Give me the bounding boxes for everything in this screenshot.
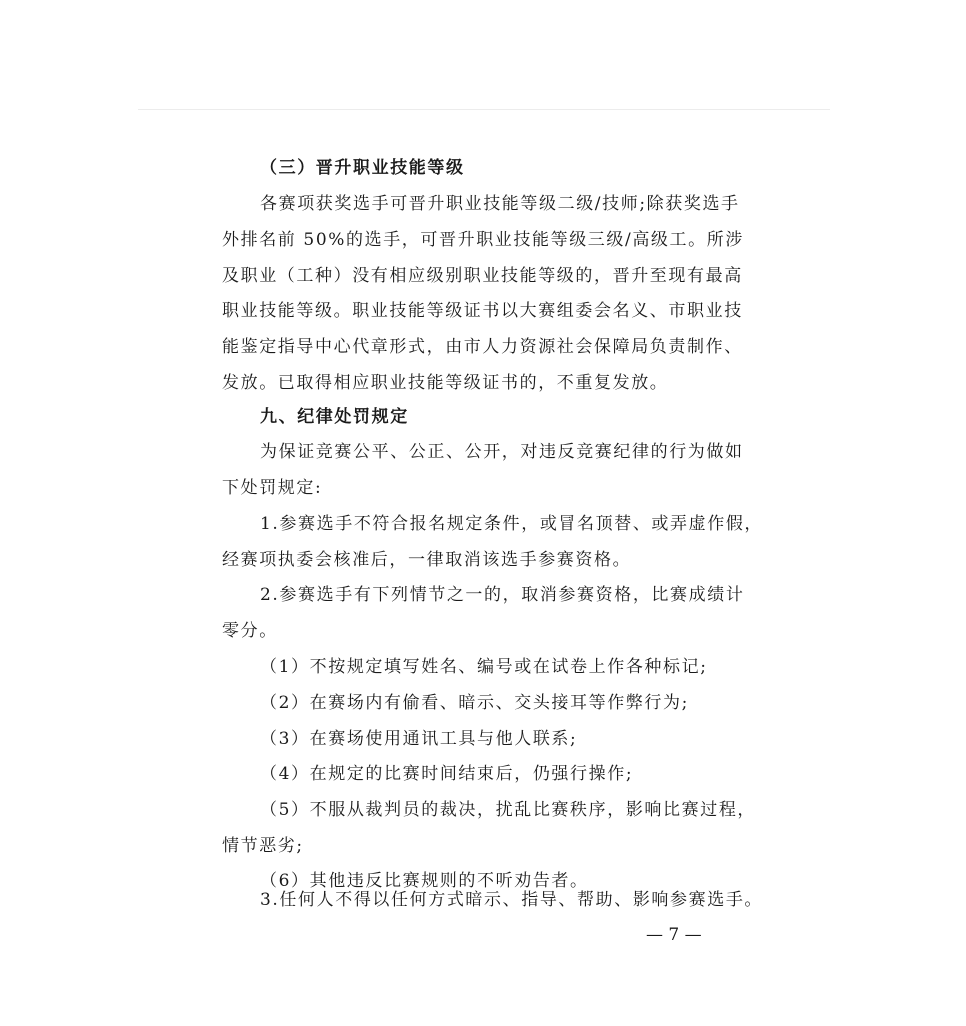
paragraph-line: 职业技能等级。职业技能等级证书以大赛组委会名义、市职业技 [222, 301, 743, 321]
paragraph-line: 3.任何人不得以任何方式暗示、指导、帮助、影响参赛选手。 [260, 890, 764, 910]
paragraph-line: 发放。已取得相应职业技能等级证书的，不重复发放。 [222, 373, 669, 393]
list-item: （4）在规定的比赛时间结束后，仍强行操作; [260, 764, 634, 784]
list-item: （2）在赛场内有偷看、暗示、交头接耳等作弊行为; [260, 693, 689, 713]
page-number: — 7 — [646, 925, 702, 945]
list-item: （6）其他违反比赛规则的不听劝告者。 [260, 871, 589, 891]
list-item: （3）在赛场使用通讯工具与他人联系; [260, 729, 578, 749]
section-heading-promotion: （三）晋升职业技能等级 [260, 158, 465, 178]
paragraph-line: 下处罚规定: [222, 478, 323, 498]
paragraph-line: 为保证竞赛公平、公正、公开，对违反竞赛纪律的行为做如 [260, 442, 744, 462]
paragraph-line: 能鉴定指导中心代章形式，由市人力资源社会保障局负责制作、 [222, 337, 743, 357]
paragraph-line: 及职业（工种）没有相应级别职业技能等级的，晋升至现有最高 [222, 266, 743, 286]
paragraph-line: 外排名前 50%的选手，可晋升职业技能等级三级/高级工。所涉 [222, 230, 744, 250]
paragraph-line: 1.参赛选手不符合报名规定条件，或冒名顶替、或弄虚作假， [260, 514, 764, 534]
paragraph-line: 各赛项获奖选手可晋升职业技能等级二级/技师;除获奖选手 [260, 194, 740, 214]
header-rule [138, 109, 830, 110]
list-item: （1）不按规定填写姓名、编号或在试卷上作各种标记; [260, 657, 708, 677]
list-item: （5）不服从裁判员的裁决，扰乱比赛秩序，影响比赛过程， [260, 800, 757, 820]
list-item-continuation: 情节恶劣; [222, 836, 304, 856]
paragraph-line: 2.参赛选手有下列情节之一的，取消参赛资格，比赛成绩计 [260, 585, 745, 605]
section-heading-discipline: 九、纪律处罚规定 [260, 407, 409, 427]
paragraph-line: 零分。 [222, 621, 278, 641]
paragraph-line: 经赛项执委会核准后，一律取消该选手参赛资格。 [222, 550, 632, 570]
